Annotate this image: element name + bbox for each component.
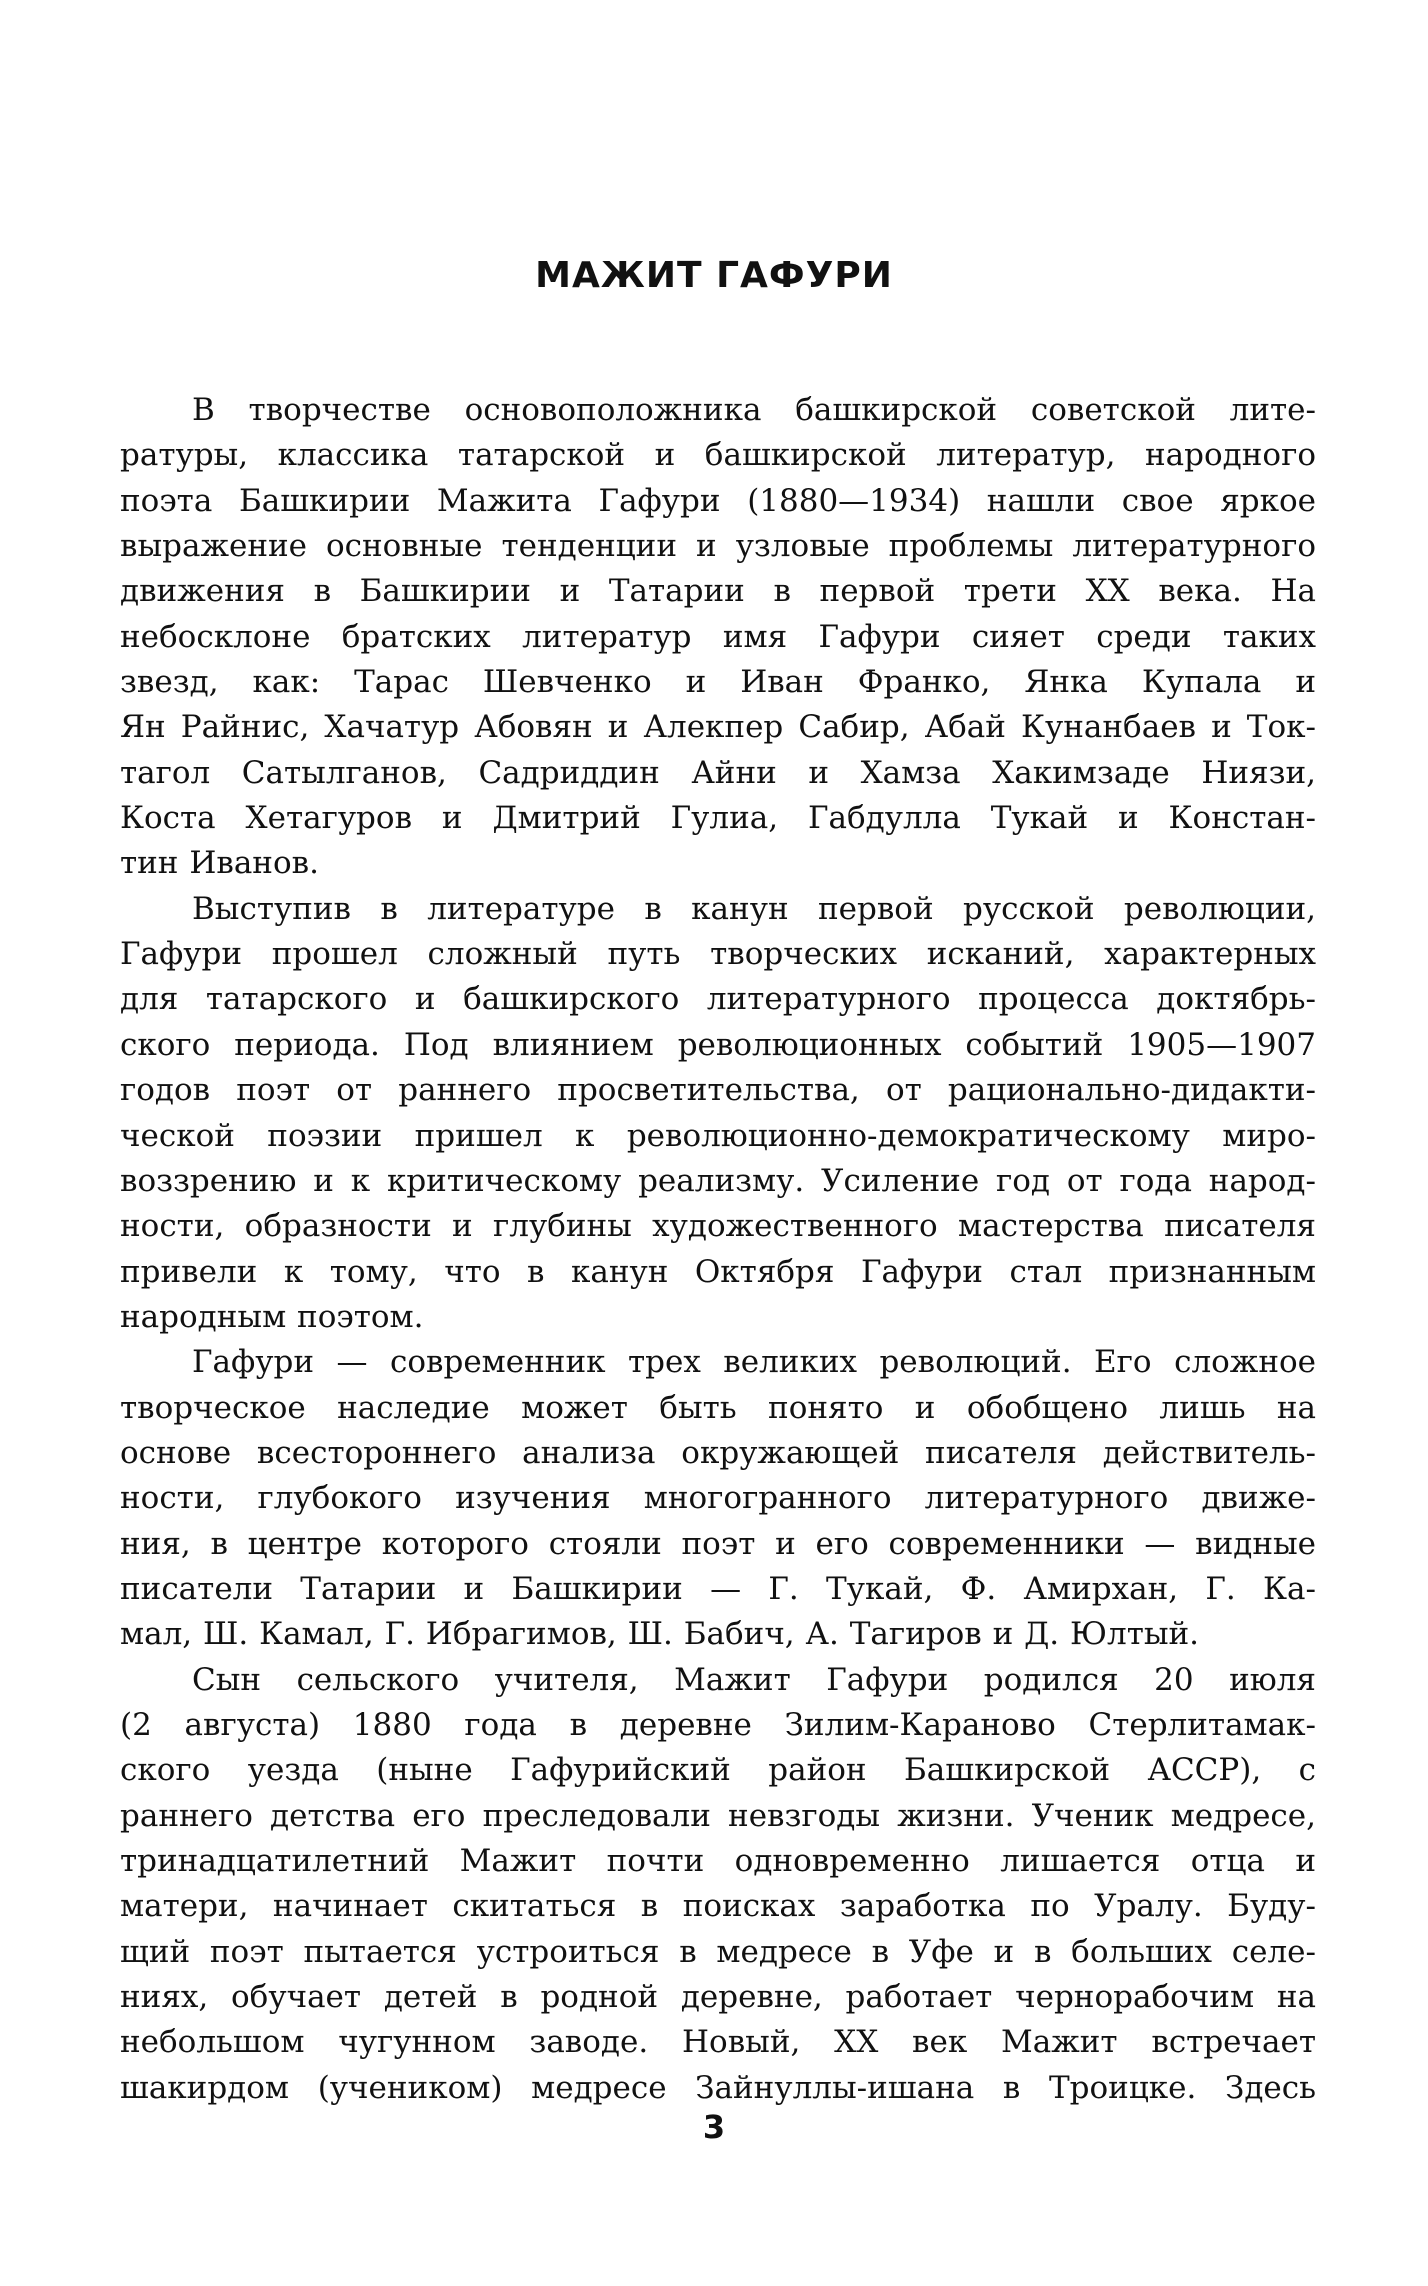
text-line: основе всестороннего анализа окружающей писателя действитель- xyxy=(120,1434,1316,1471)
text-line: Сын сельского учителя, Мажит Гафури родился 20 июля xyxy=(192,1661,1316,1698)
text-line: ческой поэзии пришел к революционно-демократическому миро- xyxy=(120,1117,1316,1154)
text-line: выражение основные тенденции и узловые проблемы литературного xyxy=(120,528,1316,565)
text-line: воззрению и к критическому реализму. Усиление год от года народ- xyxy=(120,1162,1316,1199)
text-line: ности, образности и глубины художественного мастерства писателя xyxy=(120,1208,1316,1245)
text-line: движения в Башкирии и Татарии в первой трети XX века. На xyxy=(120,573,1316,610)
text-line: шакирдом (учеником) медресе Зайнуллы-ишана в Троицке. Здесь xyxy=(120,2069,1316,2106)
text-line: В творчестве основоположника башкирской советской лите- xyxy=(192,392,1316,428)
text-line: годов поэт от раннего просветительства, от рационально-дидакти- xyxy=(120,1072,1316,1109)
text-line: Гафури — современник трех великих революций. Его сложное xyxy=(192,1344,1316,1381)
text-line: привели к тому, что в канун Октября Гафури стал признанным xyxy=(120,1253,1316,1290)
paragraph xyxy=(120,1340,1316,1657)
text-line: ского уезда (ныне Гафурийский район Башкирской АССР), с xyxy=(120,1752,1316,1789)
page-title: МАЖИТ ГАФУРИ xyxy=(535,255,893,296)
text-line: Ян Райнис, Хачатур Абовян и Алекпер Сабир, Абай Кунанбаев и Ток- xyxy=(120,709,1316,746)
text-line: ниях, обучает детей в родной деревне, работает чернорабочим на xyxy=(120,1979,1316,2016)
text-line: раннего детства его преследовали невзгоды жизни. Ученик медресе, xyxy=(120,1797,1316,1834)
text-line: Выступив в литературе в канун первой русской революции, xyxy=(192,890,1316,927)
text-line: тагол Сатылганов, Садриддин Айни и Хамза Хакимзаде Ниязи, xyxy=(120,754,1316,791)
paragraph xyxy=(120,1658,1316,2111)
text-line: мал, Ш. Камал, Г. Ибрагимов, Ш. Бабич, А. Тагиров и Д. Юлтый. xyxy=(120,1616,1200,1653)
text-line: творческое наследие может быть понято и обобщено лишь на xyxy=(120,1389,1316,1426)
text-line: звезд, как: Тарас Шевченко и Иван Франко, Янка Купала и xyxy=(120,664,1316,701)
text-line: (2 августа) 1880 года в деревне Зилим-Караново Стерлитамак- xyxy=(120,1706,1316,1743)
text-line: небольшом чугунном заводе. Новый, XX век Мажит встречает xyxy=(120,2024,1316,2061)
text-line: ратуры, классика татарской и башкирской литератур, народного xyxy=(120,437,1316,474)
text-line: Гафури прошел сложный путь творческих исканий, характерных xyxy=(120,936,1316,973)
text-line: народным поэтом. xyxy=(120,1298,424,1335)
body-text xyxy=(120,388,1316,2111)
paragraph xyxy=(120,388,1316,887)
text-line: писатели Татарии и Башкирии — Г. Тукай, Ф. Амирхан, Г. Ка- xyxy=(120,1570,1316,1607)
paragraph xyxy=(120,887,1316,1340)
text-line: небосклоне братских литератур имя Гафури сияет среди таких xyxy=(120,618,1316,655)
text-line: ского периода. Под влиянием революционных событий 1905—1907 xyxy=(120,1026,1316,1063)
text-line: тринадцатилетний Мажит почти одновременно лишается отца и xyxy=(120,1843,1316,1879)
text-line: матери, начинает скитаться в поисках заработка по Уралу. Буду- xyxy=(120,1888,1316,1925)
text-line: тин Иванов. xyxy=(120,845,319,882)
page-number: 3 xyxy=(702,2108,726,2146)
text-line: для татарского и башкирского литературного процесса доктябрь- xyxy=(120,981,1316,1018)
text-line: Коста Хетагуров и Дмитрий Гулиа, Габдулла Тукай и Констан- xyxy=(120,800,1316,837)
text-line: ности, глубокого изучения многогранного литературного движе- xyxy=(120,1480,1316,1517)
text-line: ния, в центре которого стояли поэт и его современники — видные xyxy=(120,1525,1316,1562)
text-line: поэта Башкирии Мажита Гафури (1880—1934) нашли свое яркое xyxy=(120,482,1316,519)
text-line: щий поэт пытается устроиться в медресе в Уфе и в больших селе- xyxy=(120,1933,1316,1970)
